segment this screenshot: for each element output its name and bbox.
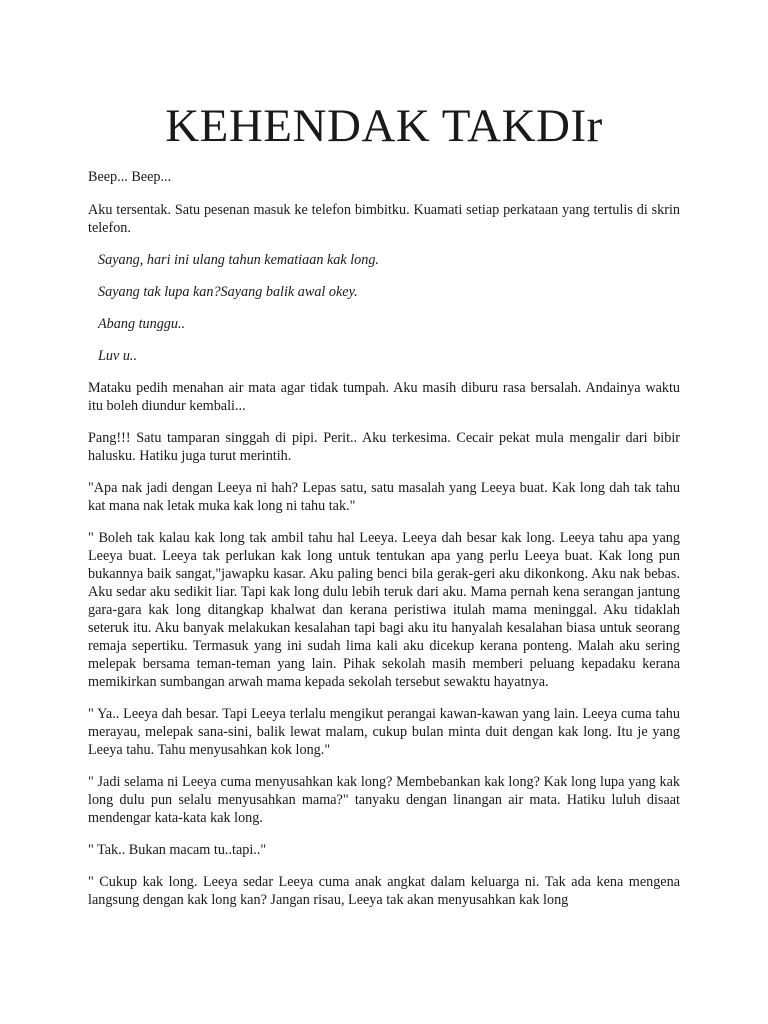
- paragraph-regret: Mataku pedih menahan air mata agar tidak tumpah. Aku masih diburu rasa bersalah. Andainya waktu itu boleh diundur kembali...: [88, 380, 680, 414]
- paragraph-message-received: Aku tersentak. Satu pesenan masuk ke telefon bimbitku. Kuamati setiap perkataan yang tertulis di skrin telefon.: [88, 202, 680, 236]
- paragraph-dialogue: "Apa nak jadi dengan Leeya ni hah? Lepas satu, satu masalah yang Leeya buat. Kak long dah tak tahu kat mana nak letak muka kak long ni tahu tak.": [88, 480, 680, 514]
- sms-line: Sayang tak lupa kan?Sayang balik awal okey.: [98, 284, 358, 300]
- paragraph-dialogue: " Ya.. Leeya dah besar. Tapi Leeya terlalu mengikut perangai kawan-kawan yang lain. Leeya cuma tahu merayau, melepak sana-sini, balik lewat malam, cukup bulan minta duit dengan kak long. Itu je yang Leeya tahu. Tahu menyusahkan kok long.": [88, 706, 680, 758]
- sms-line: Sayang, hari ini ulang tahun kematiaan kak long.: [98, 252, 379, 268]
- sms-line: Luv u..: [98, 348, 138, 364]
- sms-line: Abang tunggu..: [98, 316, 186, 332]
- paragraph-slap: Pang!!! Satu tamparan singgah di pipi. Perit.. Aku terkesima. Cecair pekat mula mengalir dari bibir halusku. Hatiku juga turut merintih.: [88, 430, 680, 464]
- paragraph-dialogue: " Boleh tak kalau kak long tak ambil tahu hal Leeya. Leeya dah besar kak long. Leeya tahu apa yang Leeya buat. Leeya tak perlukan kak long untuk tentukan apa yang perlu Leeya buat. Kak long pun bukannya baik sangat,"jawapku kasar. Aku paling benci bila gerak-geri aku dikonkong. Aku nak bebas. Aku sedar aku sedikit liar. Tapi kak long dulu lebih teruk dari aku. Mama pernah kena serangan jantung gara-gara kak long ditangkap khalwat dan kerana peristiwa itulah mama meninggal. Aku tidaklah seteruk itu. Aku banyak melakukan kesalahan tapi bagi aku itu hanyalah kesalahan biasa untuk seorang remaja sepertiku. Termasuk yang ini sudah lima kali aku dicekup kerana ponteng. Malah aku sering melepak bersama teman-teman yang lain. Pihak sekolah masih memberi peluang kepadaku kerana memikirkan sumbangan arwah mama kepada sekolah tersebut sewaktu hayatnya.: [88, 530, 680, 690]
- paragraph-beep: Beep... Beep...: [88, 169, 172, 185]
- paragraph-dialogue: " Jadi selama ni Leeya cuma menyusahkan kak long? Membebankan kak long? Kak long lupa yang kak long dulu pun selalu menyusahkan mama?" tanyaku dengan linangan air mata. Hatiku luluh disaat mendengar kata-kata kak long.: [88, 774, 680, 826]
- document-title: KEHENDAK TAKDIr: [165, 100, 603, 152]
- paragraph-dialogue: " Cukup kak long. Leeya sedar Leeya cuma anak angkat dalam keluarga ni. Tak ada kena mengena langsung dengan kak long kan? Jangan risau, Leeya tak akan menyusahkan kak long: [88, 874, 680, 908]
- paragraph-dialogue: " Tak.. Bukan macam tu..tapi..": [88, 842, 267, 858]
